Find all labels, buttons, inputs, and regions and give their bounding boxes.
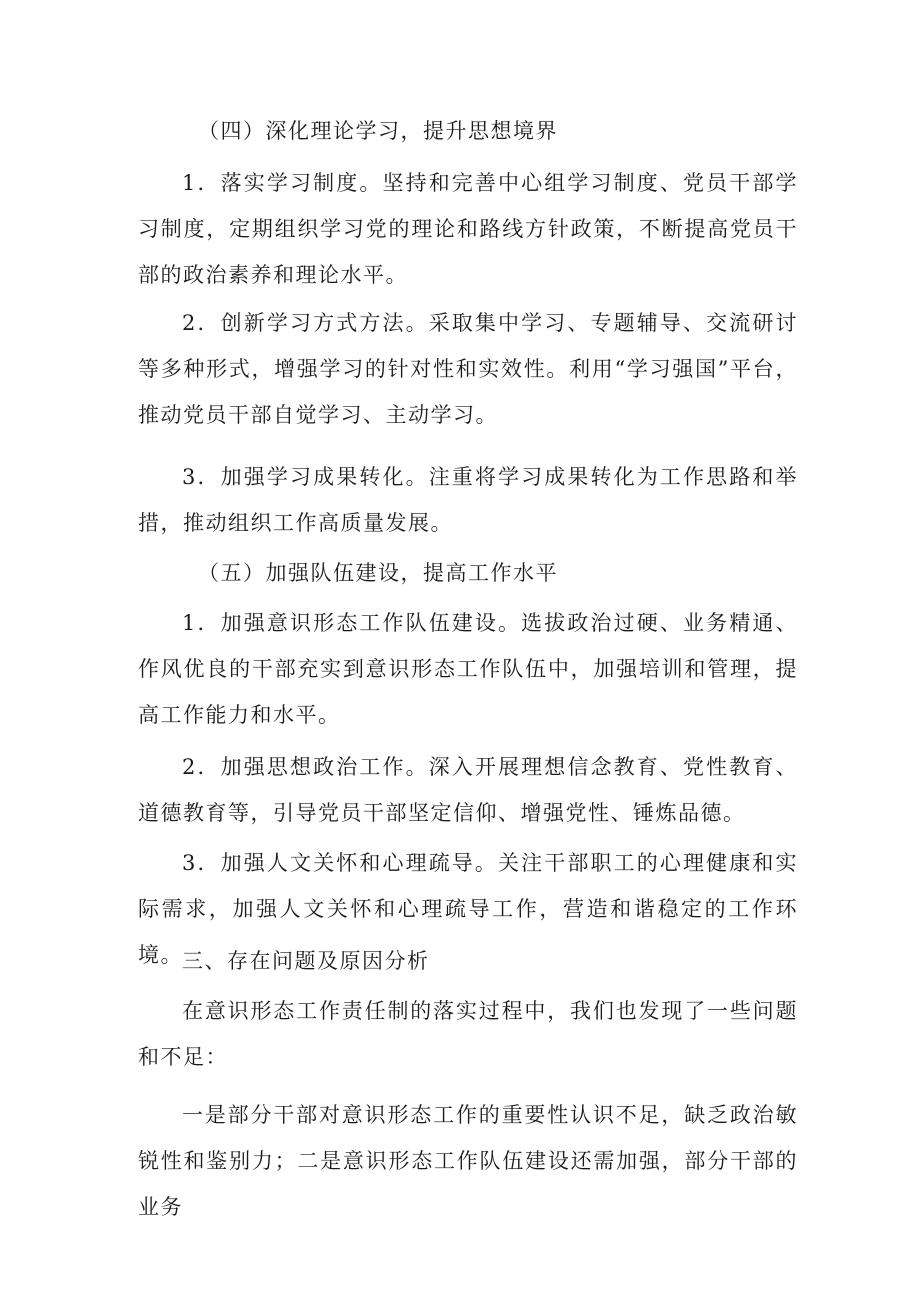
paragraph-ideological-work: 2．加强思想政治工作。深入开展理想信念教育、党性教育、道德教育等，引导党员干部坚定信仰、增强党性、锤炼品德。 xyxy=(138,755,798,825)
paragraph-problems-detail: 一是部分干部对意识形态工作的重要性认识不足，缺乏政治敏锐性和鉴别力；二是意识形态工作队伍建设还需加强，部分干部的业务 xyxy=(138,1103,798,1219)
section-heading-four: （四）深化理论学习，提升思想境界 xyxy=(198,119,558,143)
paragraph-study-results: 3．加强学习成果转化。注重将学习成果转化为工作思路和举措，推动组织工作高质量发展。 xyxy=(138,465,798,535)
paragraph-humanistic-care: 3．加强人文关怀和心理疏导。关注干部职工的心理健康和实际需求，加强人文关怀和心理疏导工作，营造和谐稳定的工作环境。 xyxy=(138,851,798,967)
section-heading-five: （五）加强队伍建设，提高工作水平 xyxy=(198,561,558,585)
paragraph-study-methods: 2．创新学习方式方法。采取集中学习、专题辅导、交流研讨等多种形式，增强学习的针对性和实效性。利用“学习强国”平台，推动党员干部自觉学习、主动学习。 xyxy=(138,311,798,427)
paragraph-problems-intro: 在意识形态工作责任制的落实过程中，我们也发现了一些问题和不足： xyxy=(138,999,798,1069)
paragraph-study-system: 1．落实学习制度。坚持和完善中心组学习制度、党员干部学习制度，定期组织学习党的理论和路线方针政策，不断提高党员干部的政治素养和理论水平。 xyxy=(138,171,798,287)
paragraph-team-building: 1．加强意识形态工作队伍建设。选拔政治过硬、业务精通、作风优良的干部充实到意识形态工作队伍中，加强培训和管理，提高工作能力和水平。 xyxy=(138,611,798,727)
section-heading-three: 三、存在问题及原因分析 xyxy=(182,949,430,973)
